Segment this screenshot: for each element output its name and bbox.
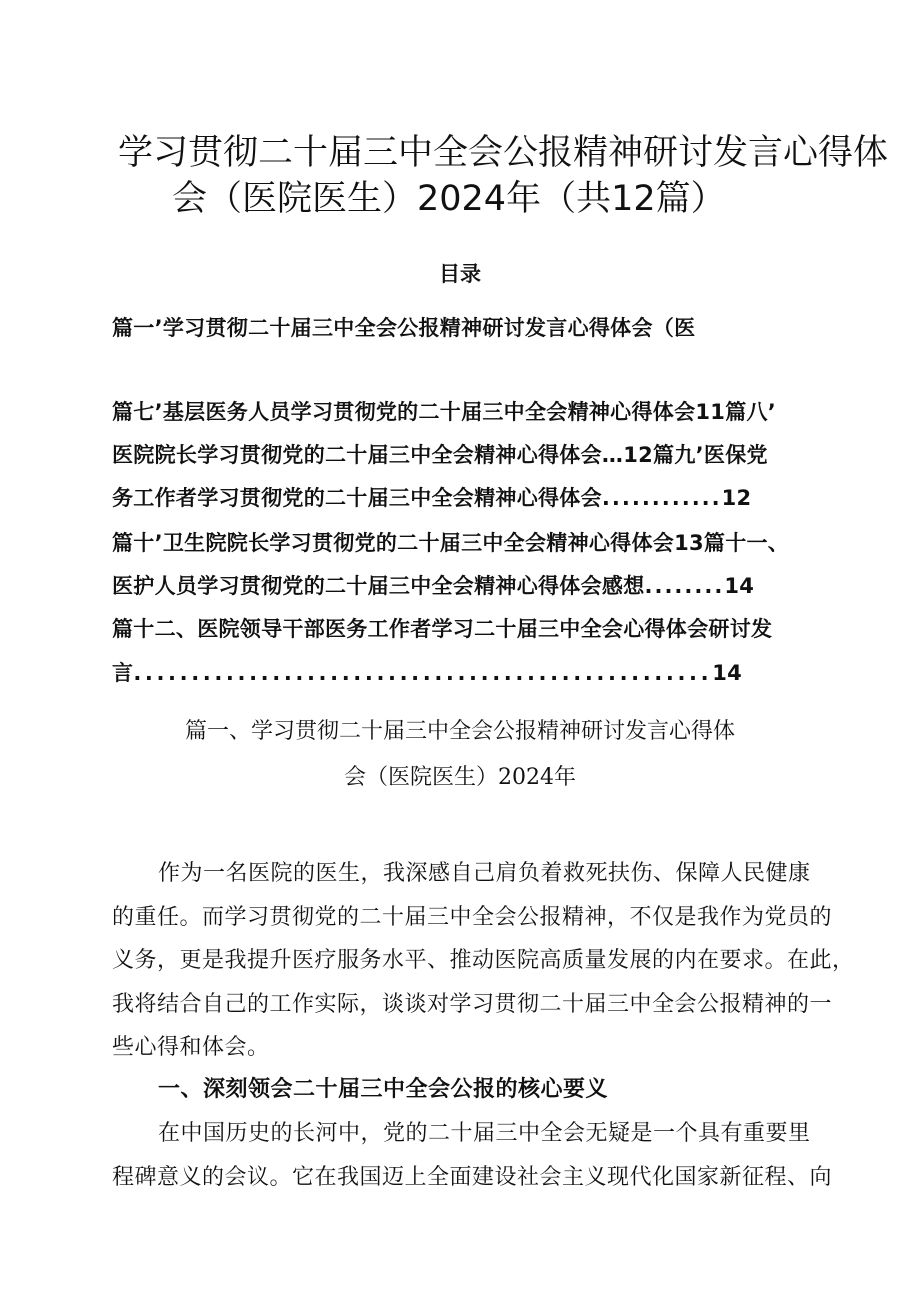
toc-page-number: 14 [724, 574, 755, 598]
section-title-line-1: 篇一、学习贯彻二十届三中全会公报精神研讨发言心得体 [184, 719, 735, 744]
toc-entry[interactable] [112, 483, 822, 513]
body-line: 我将结合自己的工作实际，谈谈对学习贯彻二十届三中全会公报精神的一 [112, 992, 833, 1017]
toc-entry[interactable]: 篇十二、医院领导干部医务工作者学习二十届三中全会心得体会研讨发 [112, 617, 773, 641]
toc-page-number: 14 [712, 661, 743, 685]
body-line: 作为一名医院的医生，我深感自己肩负着救死扶伤、保障人民健康 [158, 861, 811, 886]
toc-heading: 目录 [439, 262, 481, 286]
toc-entry[interactable]: 篇十’卫生院院长学习贯彻党的二十届三中全会精神心得体会13篇十一、 [112, 531, 790, 555]
body-line: 些心得和体会。 [112, 1035, 270, 1060]
body-line: 程碑意义的会议。它在我国迈上全面建设社会主义现代化国家新征程、向 [112, 1165, 833, 1190]
section-title-line-2: 会（医院医生）2024年 [344, 765, 576, 790]
body-line: 的重任。而学习贯彻党的二十届三中全会公报精神，不仅是我作为党员的 [112, 905, 833, 930]
toc-entry[interactable]: 篇七’基层医务人员学习贯彻党的二十届三中全会精神心得体会11篇八’ [112, 400, 777, 424]
section-heading: 一、深刻领会二十届三中全会公报的核心要义 [158, 1077, 609, 1102]
body-line: 在中国历史的长河中，党的二十届三中全会无疑是一个具有重要里 [158, 1121, 811, 1146]
toc-entry[interactable]: 篇一’学习贯彻二十届三中全会公报精神研讨发言心得体会（医 [112, 316, 696, 340]
document-title-line-2: 会（医院医生）2024年（共12篇） [172, 179, 726, 219]
toc-leader-dots: ........ [644, 574, 725, 598]
toc-page-number: 12 [721, 486, 752, 510]
toc-entry[interactable] [112, 571, 822, 601]
toc-entry-text: 言 [112, 661, 134, 685]
body-line: 义务，更是我提升医疗服务水平、推动医院高质量发展的内在要求。在此， [112, 948, 855, 973]
document-title-line-1: 学习贯彻二十届三中全会公报精神研讨发言心得体 [118, 133, 889, 173]
toc-leader-dots: ............ [601, 486, 722, 510]
toc-entry[interactable]: 医院院长学习贯彻党的二十届三中全会精神心得体会…12篇九’医保党 [112, 443, 768, 467]
toc-leader-dots: .................................................. [133, 661, 713, 685]
toc-entry-text: 医护人员学习贯彻党的二十届三中全会精神心得体会感想 [112, 574, 645, 598]
toc-entry[interactable] [112, 658, 822, 688]
toc-entry-text: 务工作者学习贯彻党的二十届三中全会精神心得体会 [112, 486, 602, 510]
